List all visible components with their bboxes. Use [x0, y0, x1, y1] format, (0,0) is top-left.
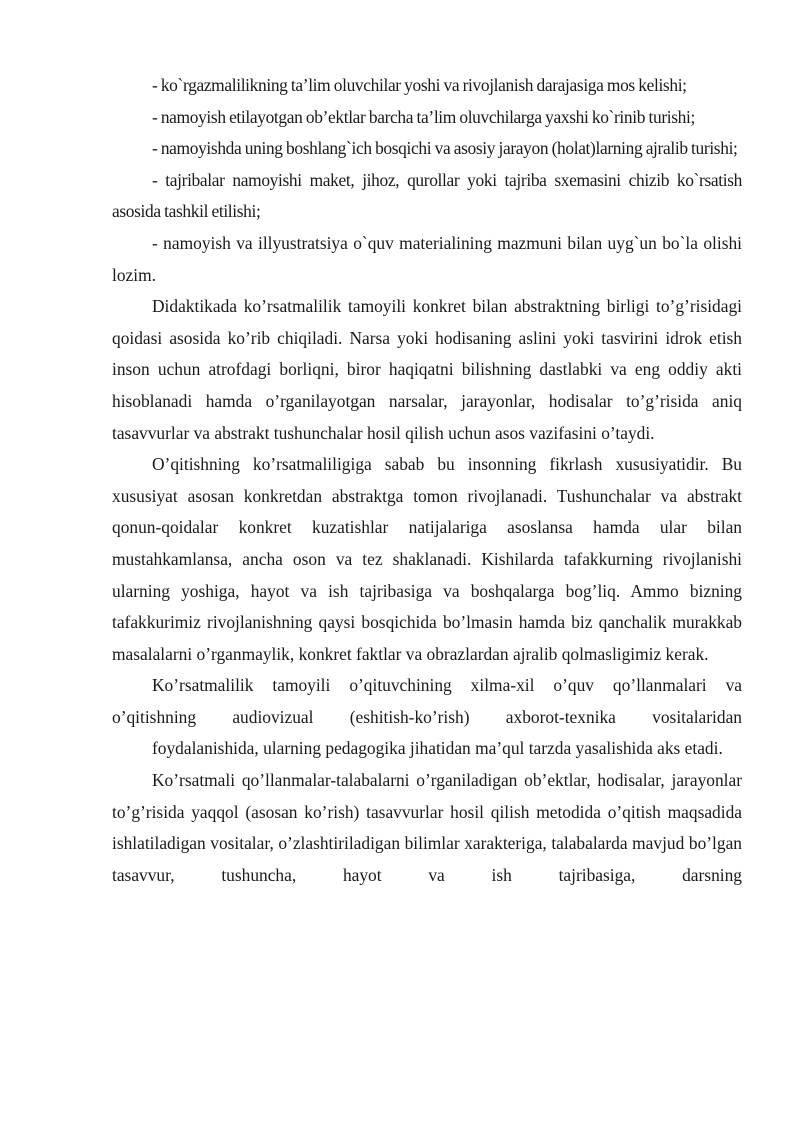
- body-paragraph: O’qitishning ko’rsatmaliligiga sabab bu insonning fikrlash xususiyatidir. Bu xususiyat asosan konkretdan abstraktga tomon rivojlanadi. Tushunchalar va abstrakt qonun-qoidalar konkret kuzatishlar natijalariga asoslansa hamda ular bilan mustahkamlansa, ancha oson va tez shaklanadi. Kishilarda tafakkurning rivojlanishi ularning yoshiga, hayot va ish tajribasiga va boshqalarga bog’liq. Ammo bizning tafakkurimiz rivojlanishning qaysi bosqichida bo’lmasin hamda biz qanchalik murakkab masalalarni o’rganmaylik, konkret faktlar va obrazlardan ajralib qolmasligimiz kerak.: [112, 454, 742, 664]
- list-item: - namoyish va illyustratsiya o`quv materialining mazmuni bilan uyg`un bo`la olishi lozim.: [112, 232, 742, 285]
- list-item: - namoyish etilayotgan ob’ektlar barcha ta’lim oluvchilarga yaxshi ko`rinib turishi;: [152, 106, 695, 127]
- body-paragraph: Ko’rsatmalilik tamoyili o’qituvchining xilma-xil o’quv qo’llanmalari va o’qitishning audiovizual (eshitish-ko’rish) axborot-texnika vositalaridan: [112, 675, 742, 727]
- body-paragraph: foydalanishida, ularning pedagogika jihatidan ma’qul tarzda yasalishida aks etadi.: [152, 738, 723, 759]
- list-item: - ko`rgazmalilikning ta’lim oluvchilar yoshi va rivojlanish darajasiga mos kelishi;: [152, 75, 687, 95]
- document-page: [112, 70, 742, 891]
- list-item: - tajribalar namoyishi maket, jihoz, qurollar yoki tajriba sxemasini chizib ko`rsatish asosida tashkil etilishi;: [112, 169, 742, 222]
- body-paragraph: Ko’rsatmali qo’llanmalar-talabalarni o’rganiladigan ob’ektlar, hodisalar, jarayonlar to’g’risida yaqqol (asosan ko’rish) tasavvurlar hosil qilish metodida o’qitish maqsadida ishlatiladigan vositalar, o’zlashtiriladigan bilimlar xarakteriga, talabalarda mavjud bo’lgan tasavvur, tushuncha, hayot va ish tajribasiga, darsning: [112, 770, 742, 885]
- list-item: - namoyishda uning boshlang`ich bosqichi va asosiy jarayon (holat)larning ajralib turishi;: [152, 138, 738, 159]
- body-paragraph: Didaktikada ko’rsatmalilik tamoyili konkret bilan abstraktning birligi to’g’risidagi qoidasi asosida ko’rib chiqiladi. Narsa yoki hodisaning aslini yoki tasvirini idrok etish inson uchun atrofdagi borliqni, biror haqiqatni bilishning dastlabki va eng oddiy akti hisoblanadi hamda o’rganilayotgan narsalar, jarayonlar, hodisalar to’g’risida aniq tasavvurlar va abstrakt tushunchalar hosil qilish uchun asos vazifasini o’taydi.: [112, 296, 742, 443]
